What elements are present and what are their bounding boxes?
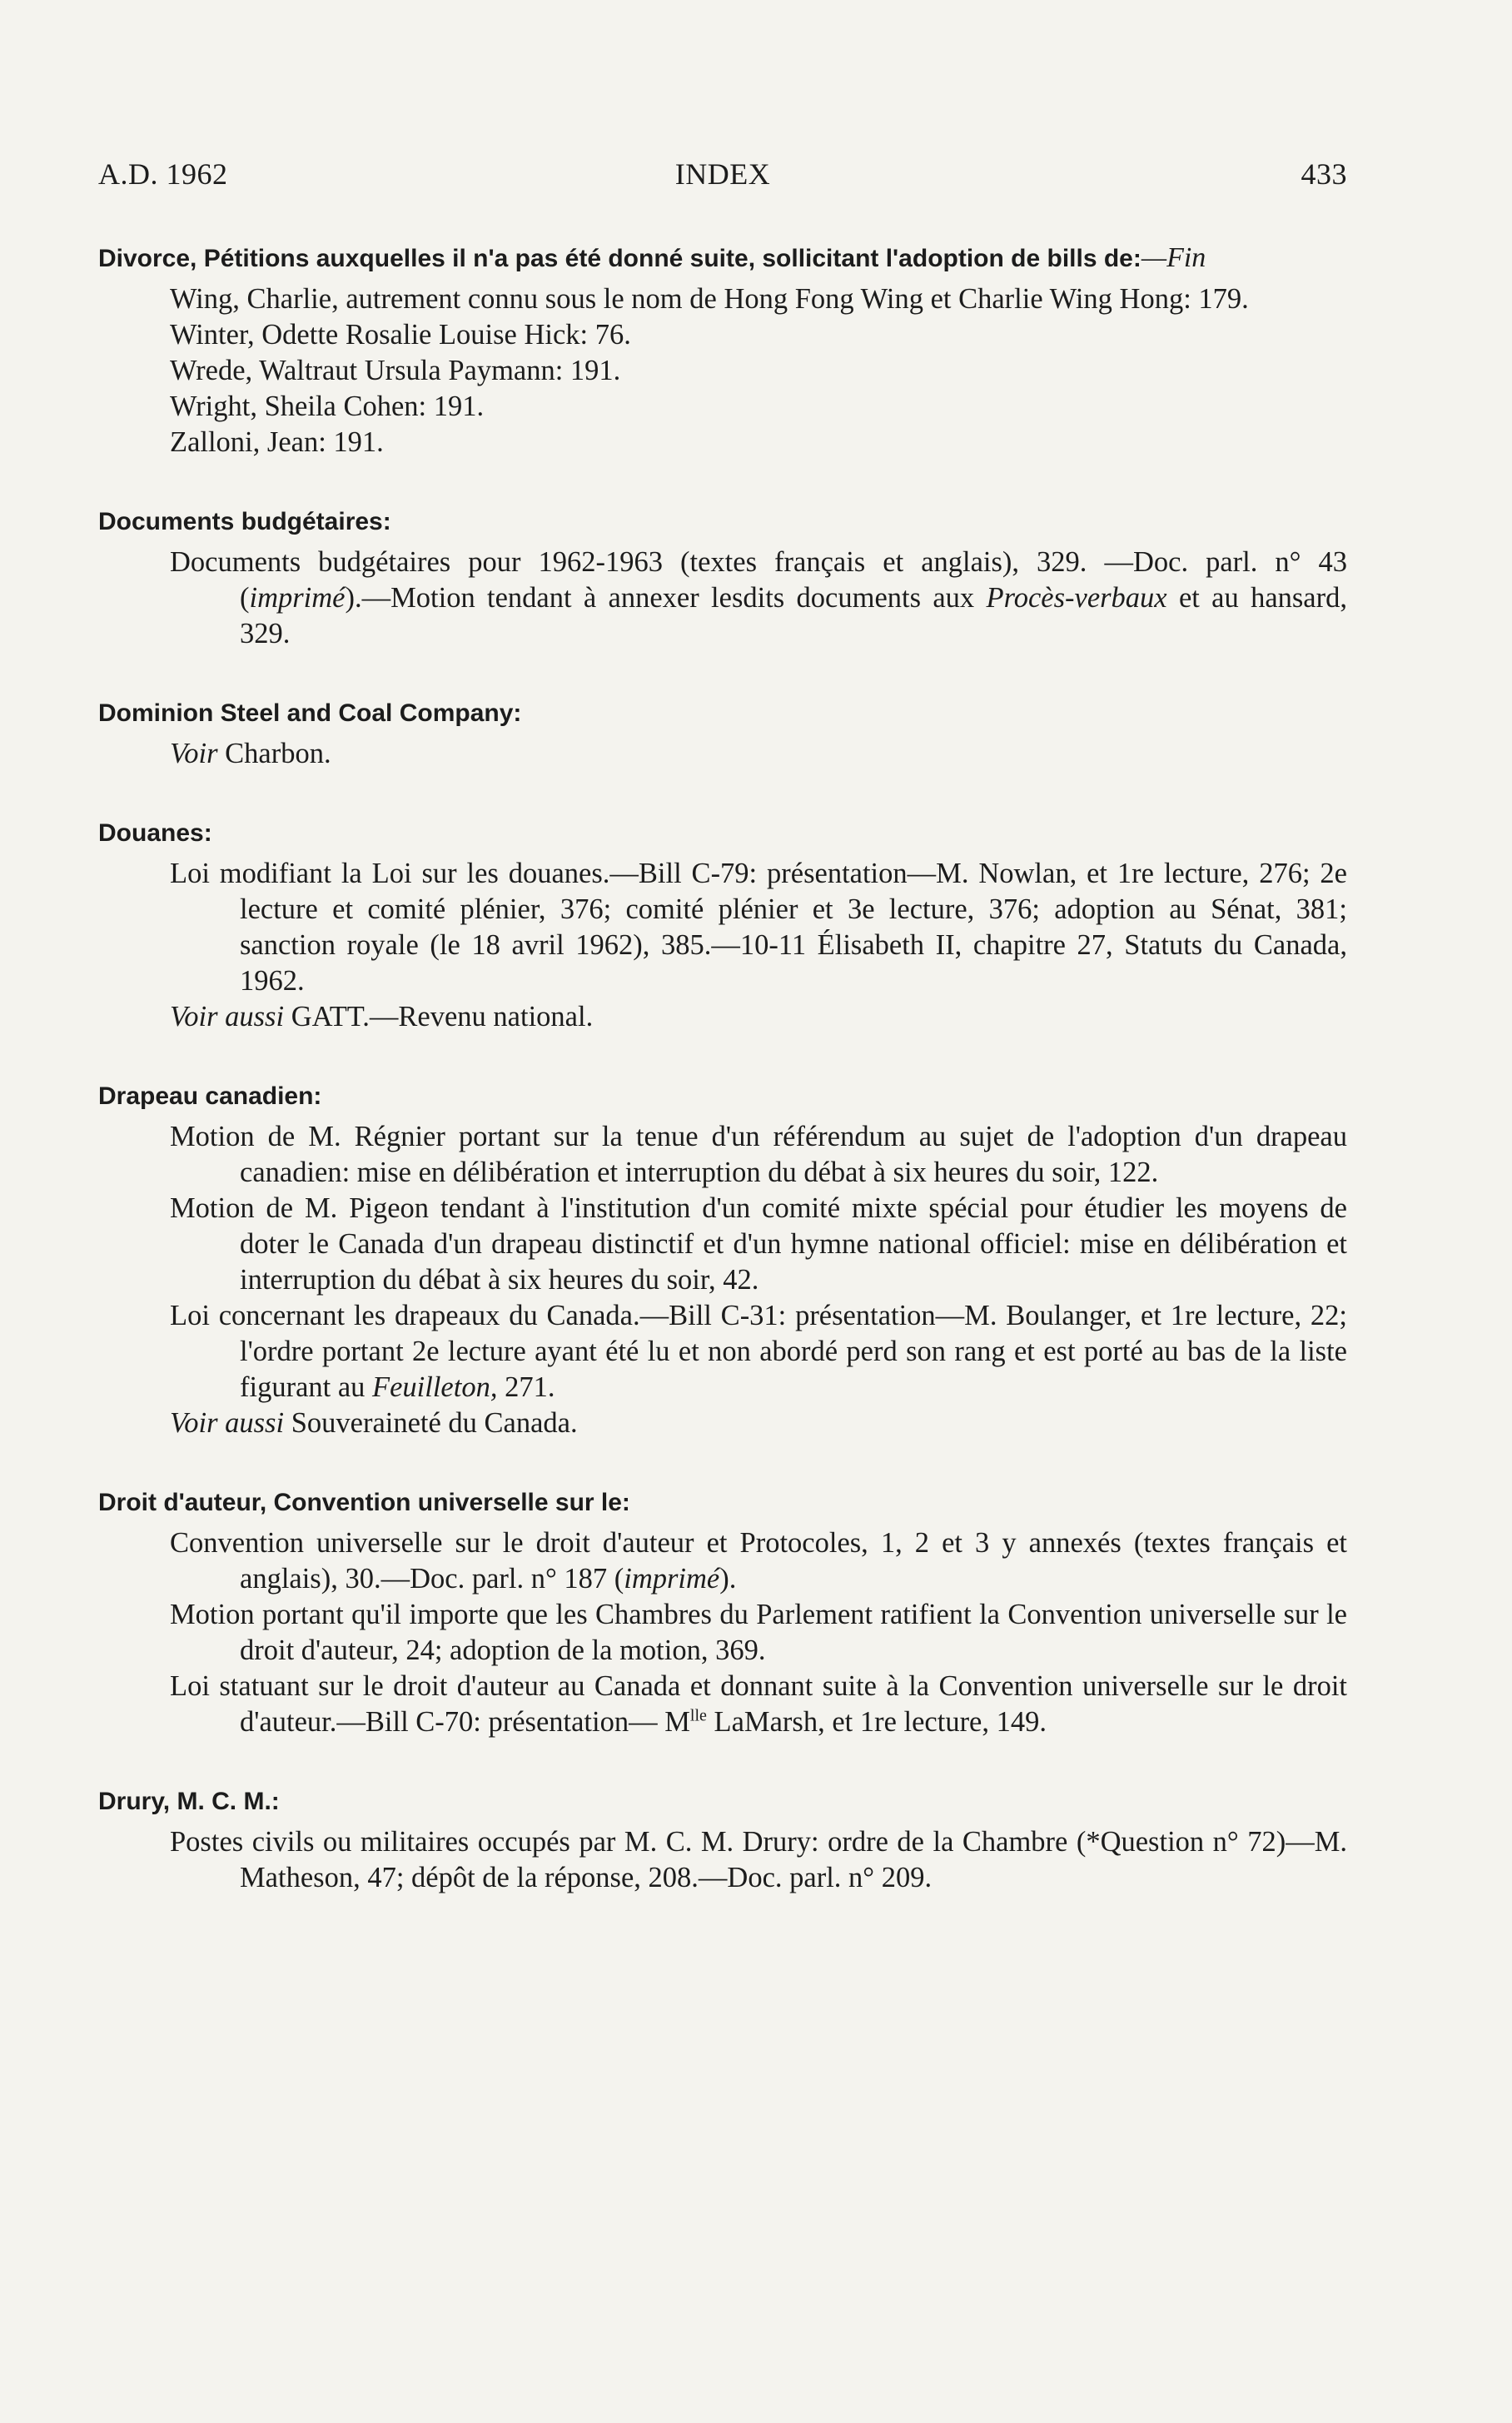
- entry-divorce: [98, 240, 1347, 460]
- list-item: Postes civils ou militaires occupés par M. C. M. Drury: ordre de la Chambre (*Question n° 72)—M. Matheson, 47; dépôt de la réponse, 208.—Doc. parl. n° 209.: [170, 1826, 1347, 1893]
- list-item: Motion de M. Pigeon tendant à l'institution d'un comité mixte spécial pour étudier les moyens de doter le Canada d'un drapeau distinctif et d'un hymne national officiel: mise en délibération et interruption du débat à six heures du soir, 42.: [170, 1192, 1347, 1296]
- see-label: Voir: [170, 738, 218, 769]
- entry-dominion-steel: [98, 695, 1347, 772]
- list-item: [98, 545, 1347, 652]
- text-part: 271.: [497, 1371, 555, 1403]
- entry-drury: [98, 1784, 1347, 1896]
- text-part: Convention universelle sur le droit d'auteur et Protocoles, 1, 2 et 3 y annexés (textes français et anglais), 30.—Doc. parl. n° 187 (: [170, 1527, 1347, 1595]
- text-part: LaMarsh, et 1re lecture, 149.: [706, 1706, 1047, 1738]
- list-item: Winter, Odette Rosalie Louise Hick: 76.: [170, 319, 631, 351]
- entry-heading: Douanes:: [98, 819, 212, 847]
- see-target: Souveraineté du Canada.: [284, 1407, 578, 1439]
- list-item: [98, 1669, 1347, 1740]
- entry-heading: Dominion Steel and Coal Company:: [98, 699, 522, 727]
- list-item: Motion de M. Régnier portant sur la tenue d'un référendum au sujet de l'adoption d'un drapeau canadien: mise en délibération et interruption du débat à six heures du soir, 122.: [170, 1121, 1347, 1188]
- see-target: Charbon.: [217, 738, 331, 769]
- superscript: lle: [689, 1706, 707, 1725]
- list-item: [98, 1298, 1347, 1406]
- entry-heading: Drury, M. C. M.:: [98, 1788, 280, 1815]
- page-number: 433: [1301, 157, 1347, 191]
- entry-droit-auteur: [98, 1485, 1347, 1740]
- text-part: Loi statuant sur le droit d'auteur au Canada et donnant suite à la Convention universelle sur le droit d'auteur.—Bill C-70: présentation— M: [170, 1670, 1347, 1738]
- heading-continued: —Fin: [1141, 242, 1206, 273]
- text-part: ).: [719, 1563, 737, 1595]
- italic-text: Procès-verbaux: [986, 582, 1167, 614]
- list-item: Wright, Sheila Cohen: 191.: [170, 391, 485, 422]
- see-reference: [98, 1406, 1347, 1441]
- list-item: Motion portant qu'il importe que les Chambres du Parlement ratifient la Convention universelle sur le droit d'auteur, 24; adoption de la motion, 369.: [170, 1599, 1347, 1666]
- header-title: INDEX: [674, 157, 771, 191]
- entry-heading: Documents budgétaires:: [98, 508, 391, 535]
- see-label: Voir aussi: [170, 1407, 285, 1439]
- list-item: Zalloni, Jean: 191.: [170, 426, 384, 458]
- text-part: Loi concernant les drapeaux du Canada.—Bill C-31: présentation—M. Boulanger, et 1re lecture, 22; l'ordre portant 2e lecture ayant été lu et non abordé perd son rang et est porté au bas de la liste figurant au: [170, 1300, 1347, 1403]
- list-item: Loi modifiant la Loi sur les douanes.—Bill C-79: présentation—M. Nowlan, et 1re lecture, 276; 2e lecture et comité plénier, 376; comité plénier et 3e lecture, 376; adoption au Sénat, 381; sanction royale (le 18 avril 1962), 385.—10-11 Élisabeth II, chapitre 27, Statuts du Canada, 1962.: [170, 858, 1347, 997]
- entry-heading: [98, 240, 1347, 276]
- page-header: [98, 157, 1347, 192]
- see-reference: [98, 736, 1347, 772]
- italic-text: Feuilleton,: [372, 1371, 498, 1403]
- entry-heading: Droit d'auteur, Convention universelle sur le:: [98, 1489, 630, 1516]
- index-page: [98, 157, 1347, 1939]
- entry-heading: Drapeau canadien:: [98, 1082, 322, 1110]
- italic-text: imprimé: [249, 582, 346, 614]
- see-label: Voir aussi: [170, 1001, 285, 1032]
- see-target: GATT.—Revenu national.: [284, 1001, 594, 1032]
- list-item: Wing, Charlie, autrement connu sous le nom de Hong Fong Wing et Charlie Wing Hong: 179.: [170, 283, 1249, 315]
- header-year: A.D. 1962: [98, 157, 228, 191]
- entry-documents-budgetaires: [98, 504, 1347, 652]
- text-part: et au hansard, 329.: [240, 582, 1347, 649]
- list-item: Wrede, Waltraut Ursula Paymann: 191.: [170, 355, 621, 386]
- text-part: ).—Motion tendant à annexer lesdits documents aux: [345, 582, 987, 614]
- text-part: Documents budgétaires pour 1962-1963 (textes français et anglais), 329. —Doc. parl. n° 43 (: [170, 546, 1347, 614]
- heading-text: Divorce, Pétitions auxquelles il n'a pas été donné suite, sollicitant l'adoption de bills de:: [98, 245, 1141, 272]
- entry-drapeau-canadien: [98, 1078, 1347, 1441]
- entry-douanes: [98, 815, 1347, 1035]
- italic-text: imprimé: [624, 1563, 720, 1595]
- see-reference: [98, 999, 1347, 1035]
- list-item: [98, 1525, 1347, 1597]
